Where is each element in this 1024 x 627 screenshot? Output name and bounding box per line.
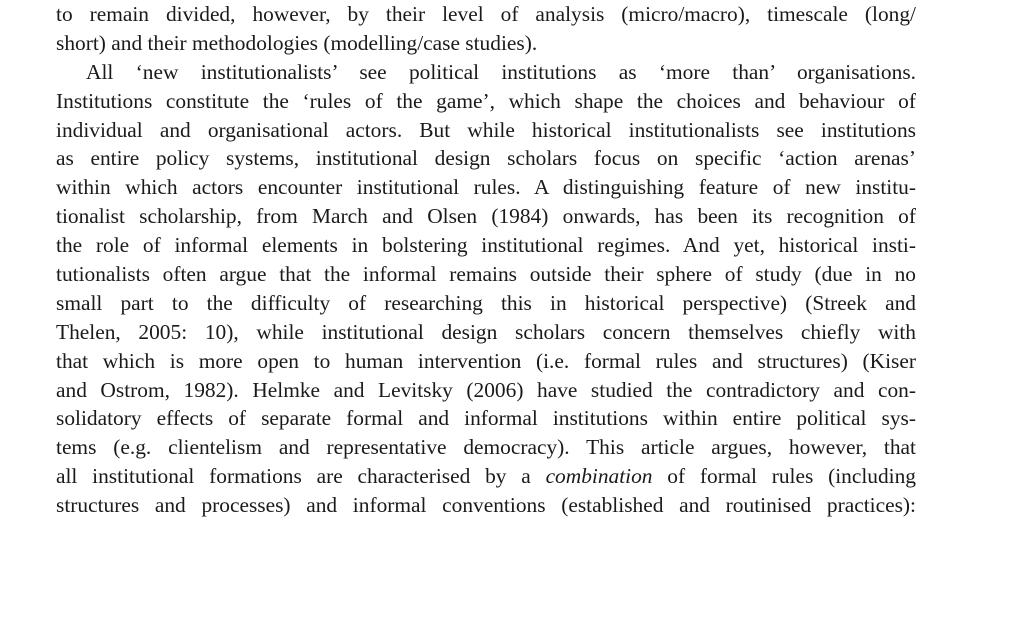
text-line: short) and their methodologies (modelling/case studies). [56, 30, 538, 55]
text-line: Thelen, 2005: 10), while institutional design scholars concern themselves chiefly with [56, 319, 916, 344]
body-text [56, 0, 916, 520]
text-line: to remain divided, however, by their level of analysis (micro/macro), timescale (long/ [56, 2, 916, 26]
text-line: within which actors encounter institutional rules. A distinguishing feature of new institu- [56, 175, 916, 200]
text-line: tionalist scholarship, from March and Olsen (1984) onwards, has been its recognition of [56, 204, 916, 229]
text-line: the role of informal elements in bolstering institutional regimes. And yet, historical insti- [56, 233, 916, 258]
text-span: all institutional formations are characterised by a [56, 464, 546, 489]
text-line: structures and processes) and informal conventions (established and routinised practices): [56, 493, 916, 518]
text-line: Institutions constitute the ‘rules of the game’, which shape the choices and behaviour of [56, 88, 916, 113]
text-line: tems (e.g. clientelism and representative democracy). This article argues, however, that [56, 435, 916, 460]
text-line: small part to the difficulty of researching this in historical perspective) (Streek and [56, 290, 916, 315]
text-line: and Ostrom, 1982). Helmke and Levitsky (2006) have studied the contradictory and con- [56, 377, 916, 402]
text-line: tutionalists often argue that the informal remains outside their sphere of study (due in no [56, 262, 916, 287]
text-line-with-emphasis [56, 462, 916, 491]
text-span: of formal rules (including [652, 464, 916, 489]
emphasized-word: combination [545, 464, 653, 489]
text-line: that which is more open to human intervention (i.e. formal rules and structures) (Kiser [56, 348, 916, 373]
text-line: solidatory effects of separate formal and informal institutions within entire political sys- [56, 406, 916, 431]
text-line: as entire policy systems, institutional design scholars focus on specific ‘action arenas’ [56, 146, 916, 171]
paragraph-first-line: All ‘new institutionalists’ see political institutions as ‘more than’ organisations. [86, 59, 916, 84]
text-line: individual and organisational actors. But while historical institutionalists see institutions [56, 117, 916, 142]
